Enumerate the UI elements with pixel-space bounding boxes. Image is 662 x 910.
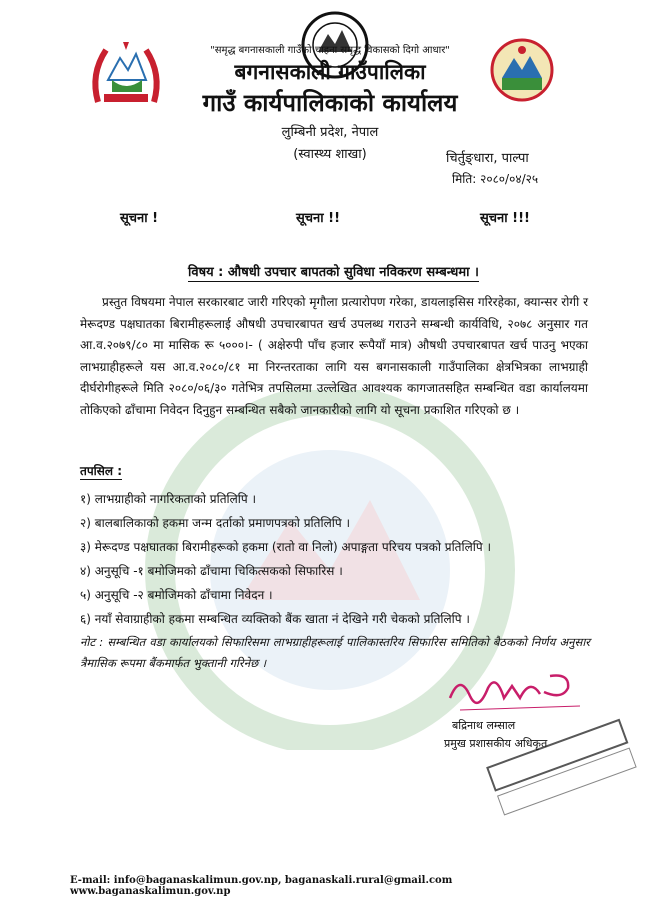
signer-title: प्रमुख प्रशासकीय अधिकृत [444, 737, 548, 750]
list-item: ४) अनुसूचि -१ बमोजिमको ढाँचामा चिकित्सकको सिफारिस । [80, 564, 343, 578]
branch: (स्वास्थ्य शाखा) [293, 147, 367, 162]
subject: विषय : औषधी उपचार बापतको सुविधा नविकरण सम्बन्धमा । [188, 262, 479, 282]
notice-heading: सूचना !! [296, 211, 341, 226]
date: मिति: २०८०/०४/२५ [452, 172, 539, 186]
list-item: ५) अनुसूचि -२ बमोजिमको ढाँचामा निवेदन । [80, 588, 273, 602]
signer-name: बद्रिनाथ लम्साल [452, 719, 516, 732]
province: लुम्बिनी प्रदेश, नेपाल [281, 125, 379, 140]
motto: "समृद्ध बगनासकाली गाउँको चाहना समृद्ध विकासको दिगो आधार" [210, 45, 450, 56]
footer-contact: E-mail: info@baganaskalimun.gov.np, baganaskali.rural@gmail.com www.baganaskalimun.gov.np [70, 875, 453, 897]
office-title: गाउँ कार्यपालिकाको कार्यालय [202, 89, 458, 117]
list-item: ६) नयाँ सेवाग्राहीको हकमा सम्बन्धित व्यक्तिको बैंक खाता नं देखिने गरी चेकको प्रतिलिपि । [80, 612, 470, 626]
list-item: २) बालबालिकाको हकमा जन्म दर्ताको प्रमाणपत्रको प्रतिलिपि । [80, 516, 351, 530]
note: नोट : सम्बन्धित वडा कार्यालयको सिफारिसमा लाभग्राहीहरूलाई पालिकास्तरिय सिफारिस समितिको बैठकको निर्णय अनुसार त्रैमासिक रूपमा बैंकमार्फत भुक्तानी गरिनेछ । [80, 635, 590, 670]
notice-heading: सूचना ! [120, 211, 159, 226]
body-paragraph: प्रस्तुत विषयमा नेपाल सरकारबाट जारी गरिएको मृगौला प्रत्यारोपण गरेका, डायलाइसिस गरिरहेका, क्यान्सर रोगी र मेरूदण्ड पक्षघातका बिरामीहरूलाई औषधी उपचारबापत खर्च उपलब्ध गराउने सम्बन्धी कार्यविधि, २०७८ अनुसार गत आ.व.२०७९/८० मा मासिक रू ५०००।- ( अक्षेरुपी पाँच हजार रूपैयाँ मात्र) औषधी उपचारबापत खर्च पाउनु भएका लाभग्राहीहरूले यस आ.व.२०८०/८१ मा निरन्तरताका लागि यस बगनासकाली गाउँपालिका क्षेत्रभित्रका लाभग्राही दीर्घरोगीहरूले मिति २०८०/०६/३० गतेभित्र तपसिलमा उल्लेखित आवश्यक कागजातसहित सम्बन्धित वडा कार्यालयमा तोकिएको ढाँचामा निवेदन दिनुहुन सम्बन्धित सबैको जानकारीको लागि यो सूचना प्रकाशित गरिएको छ । [80, 295, 588, 417]
list-item: ३) मेरूदण्ड पक्षघातका बिरामीहरूको हकमा (रातो वा निलो) अपाङ्गता परिचय पत्रको प्रतिलिपि । [80, 540, 492, 554]
list-item: १) लाभग्राहीको नागरिकताको प्रतिलिपि । [80, 492, 257, 506]
list-heading: तपसिल : [80, 464, 122, 478]
notice-heading: सूचना !!! [480, 211, 530, 226]
signature-icon [440, 668, 590, 718]
office-name: बगनासकाली गाउँपालिका [234, 60, 426, 84]
requirements-list [80, 487, 600, 631]
place: चिर्तुङ्धारा, पाल्पा [446, 151, 529, 166]
